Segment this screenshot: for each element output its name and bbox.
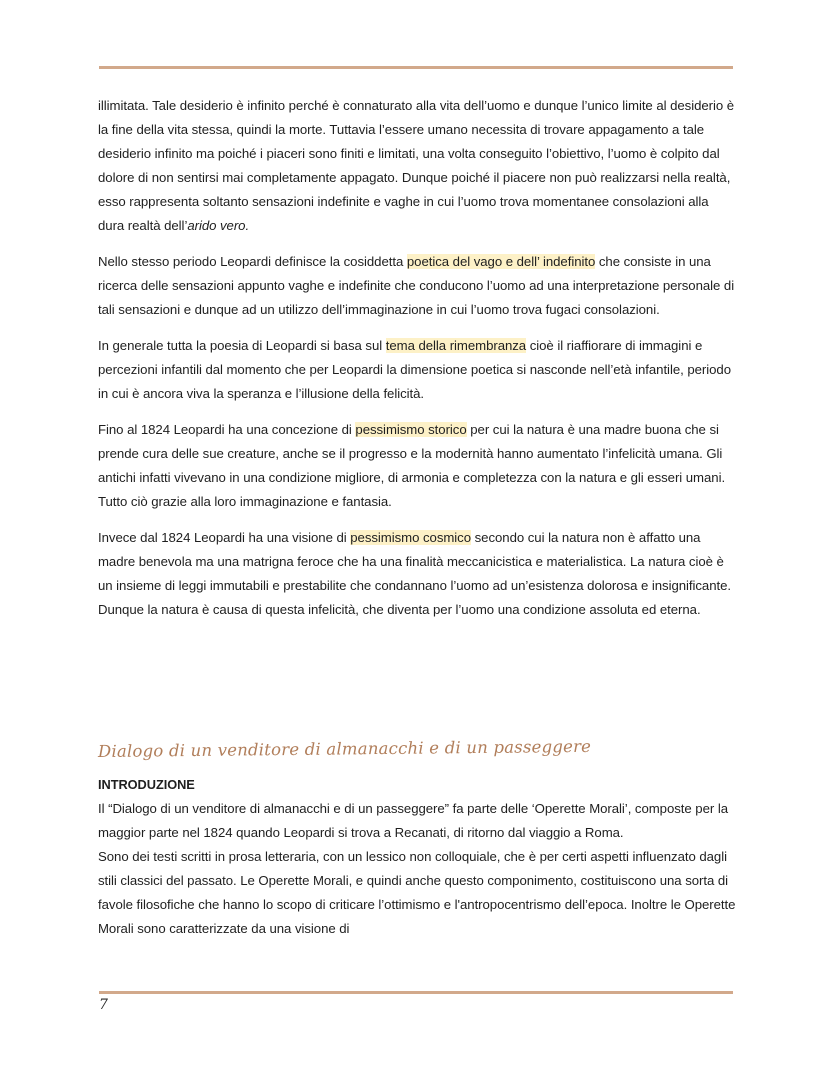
text-run-italic: arido vero. (187, 218, 250, 233)
text-run: Invece dal 1824 Leopardi ha una visione di (98, 530, 351, 545)
introduction-heading: INTRODUZIONE (98, 777, 195, 792)
body-text (98, 94, 738, 634)
text-run: illimitata. Tale desiderio è infinito perché è connaturato alla vita dell’uomo e dunque l’unico limite al desiderio è la fine della vita stessa, quindi la morte. Tuttavia l’essere umano necessita di trovare appagamento a tale desiderio infinito ma poiché i piaceri sono finiti e limitati, una volta conseguito l’obiettivo, l’uomo è colpito dal dolore di non sentirsi mai completamente appagato. Dunque poiché il piacere non può realizzarsi nella realtà, esso rappresenta soltanto sensazioni indefinite e vaghe in cui l’uomo trova momentanee consolazioni alla dura realtà dell’ (98, 98, 735, 233)
bottom-rule (99, 991, 733, 994)
text-run: secondo cui la natura non è affatto una madre benevola ma una matrigna feroce che ha una finalità meccanicistica e materialistica. La natura cioè è un insieme di leggi immutabili e prestabilite che condannano l’uomo ad un’esistenza dolorosa e insignificante. Dunque la natura è causa di questa infelicità, che diventa per l’uomo una condizione assoluta ed eterna. (98, 530, 732, 617)
text-run: per cui la natura è una madre buona che si prende cura delle sue creature, anche se il progresso e la modernità hanno aumentato l’infelicità umana. Gli antichi infatti vivevano in una condizione migliore, di armonia e completezza con la natura e gli esseri umani. Tutto ciò grazie alla loro immaginazione e fantasia. (98, 422, 726, 509)
top-rule (99, 66, 733, 69)
highlighted-term: pessimismo storico (355, 422, 467, 437)
text-run: cioè il riaffiorare di immagini e percezioni infantili dal momento che per Leopardi la dimensione poetica si nasconde nell’età infantile, periodo in cui è ancora viva la speranza e l’illusione della felicità. (98, 338, 731, 401)
text-run: che consiste in una ricerca delle sensazioni appunto vaghe e indefinite che conducono l’uomo ad una interpretazione personale di tali sensazioni e dunque ad un utilizzo dell’immaginazione in cui l’uomo trova fugaci consolazioni. (98, 254, 735, 317)
paragraph (98, 526, 738, 622)
paragraph (98, 418, 738, 514)
paragraph (98, 334, 738, 406)
highlighted-term: tema della rimembranza (385, 338, 527, 353)
section-title: Dialogo di un venditore di almanacchi e di un passeggere (97, 736, 592, 761)
introduction-paragraph: Sono dei testi scritti in prosa letteraria, con un lessico non colloquiale, che è per certi aspetti influenzato dagli stili classici del passato. Le Operette Morali, e quindi anche questo componimento, costituiscono una sorta di favole filosofiche che hanno lo scopo di criticare l’ottimismo e l'antropocentrismo dell’epoca. Inoltre le Operette Morali sono caratterizzate da una visione di (98, 849, 736, 936)
text-run: In generale tutta la poesia di Leopardi si basa sul (98, 338, 386, 353)
introduction-section (98, 773, 738, 941)
text-run: Nello stesso periodo Leopardi definisce la cosiddetta (98, 254, 407, 269)
paragraph (98, 250, 738, 322)
page-number: 7 (99, 997, 108, 1013)
highlighted-term: poetica del vago e dell’ indefinito (406, 254, 596, 269)
text-run: Fino al 1824 Leopardi ha una concezione di (98, 422, 356, 437)
paragraph (98, 94, 738, 238)
highlighted-term: pessimismo cosmico (350, 530, 472, 545)
introduction-paragraph: Il “Dialogo di un venditore di almanacchi e di un passeggere” fa parte delle ‘Operette Morali’, composte per la maggior parte nel 1824 quando Leopardi si trova a Recanati, di ritorno dal viaggio a Roma. (98, 801, 728, 840)
